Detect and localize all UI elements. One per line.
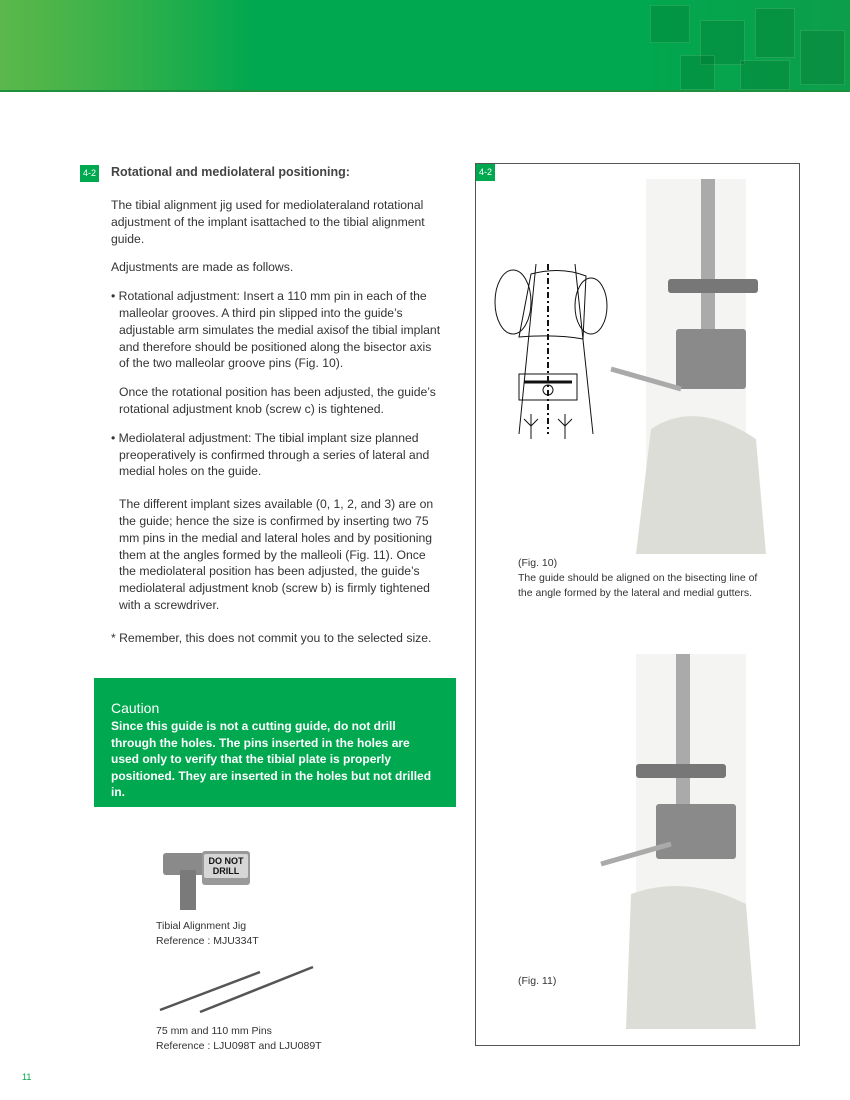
caution-text: Since this guide is not a cutting guide, do not drill through the holes. The pins inserted in the holes are used only to verify that the tibial plate is properly positioned. They are inserted in the holes but not drilled in. <box>111 719 432 799</box>
product-ref: Reference : LJU098T and LJU089T <box>156 1040 322 1052</box>
rotational-bullet: • Rotational adjustment: Insert a 110 mm pin in each of the malleolar grooves. A third pin slipped into the guide’s adjustable arm simulates the medial axisof the tibial implant and therefore should be positioned along the bisector axis of the two malleolar groove pins (Fig. 10). <box>111 289 441 371</box>
header-banner <box>0 0 850 92</box>
fig10-caption: The guide should be aligned on the bisecting line of the angle formed by the lateral and medial gutters. <box>518 572 758 599</box>
section-heading: Rotational and mediolateral positioning: <box>111 165 350 179</box>
intro-paragraph: The tibial alignment jig used for mediolateraland rotational adjustment of the implant isattached to the tibial alignment guide. <box>111 198 425 246</box>
fig10-label: (Fig. 10) <box>518 557 558 569</box>
section-tag: 4-2 <box>80 165 99 182</box>
fig10-ankle-image <box>606 179 786 554</box>
adjustments-paragraph: Adjustments are made as follows. <box>111 260 294 275</box>
rotational-followup: Once the rotational position has been adjusted, the guide’s rotational adjustment knob (screw c) is tightened. <box>119 385 436 416</box>
body-text <box>111 197 441 659</box>
fig11-label: (Fig. 11) <box>518 975 557 987</box>
mediolateral-bullet: • Mediolateral adjustment: The tibial implant size planned preoperatively is confirmed through a series of lateral and medial holes on the guide. <box>111 430 430 479</box>
product-name: Tibial Alignment Jig <box>156 920 247 932</box>
product-ref: Reference : MJU334T <box>156 935 259 947</box>
pins-image <box>155 962 320 1017</box>
jig-label: DO NOT DRILL <box>204 854 248 878</box>
caution-box <box>94 678 456 807</box>
fig11-ankle-image <box>596 654 776 1029</box>
product-name: 75 mm and 110 mm Pins <box>156 1025 272 1037</box>
tibial-alignment-jig-image <box>160 848 250 914</box>
section-tag: 4-2 <box>476 164 495 181</box>
remember-note: * Remember, this does not commit you to the selected size. <box>111 630 432 645</box>
caution-title: Caution <box>111 700 160 716</box>
page-number: 11 <box>22 1072 32 1082</box>
mediolateral-followup: The different implant sizes available (0, 1, 2, and 3) are on the guide; hence the size is confirmed by inserting two 75 mm pins in the medial and lateral holes and by positioning them at the angles formed by the malleoli (Fig. 11). Once the mediolateral position has been adjusted, the guide’s mediolateral adjustment knob (screw b) is firmly tightened with a screwdriver. <box>119 497 434 612</box>
figure-panel <box>475 163 800 1046</box>
alignment-diagram <box>491 264 611 444</box>
